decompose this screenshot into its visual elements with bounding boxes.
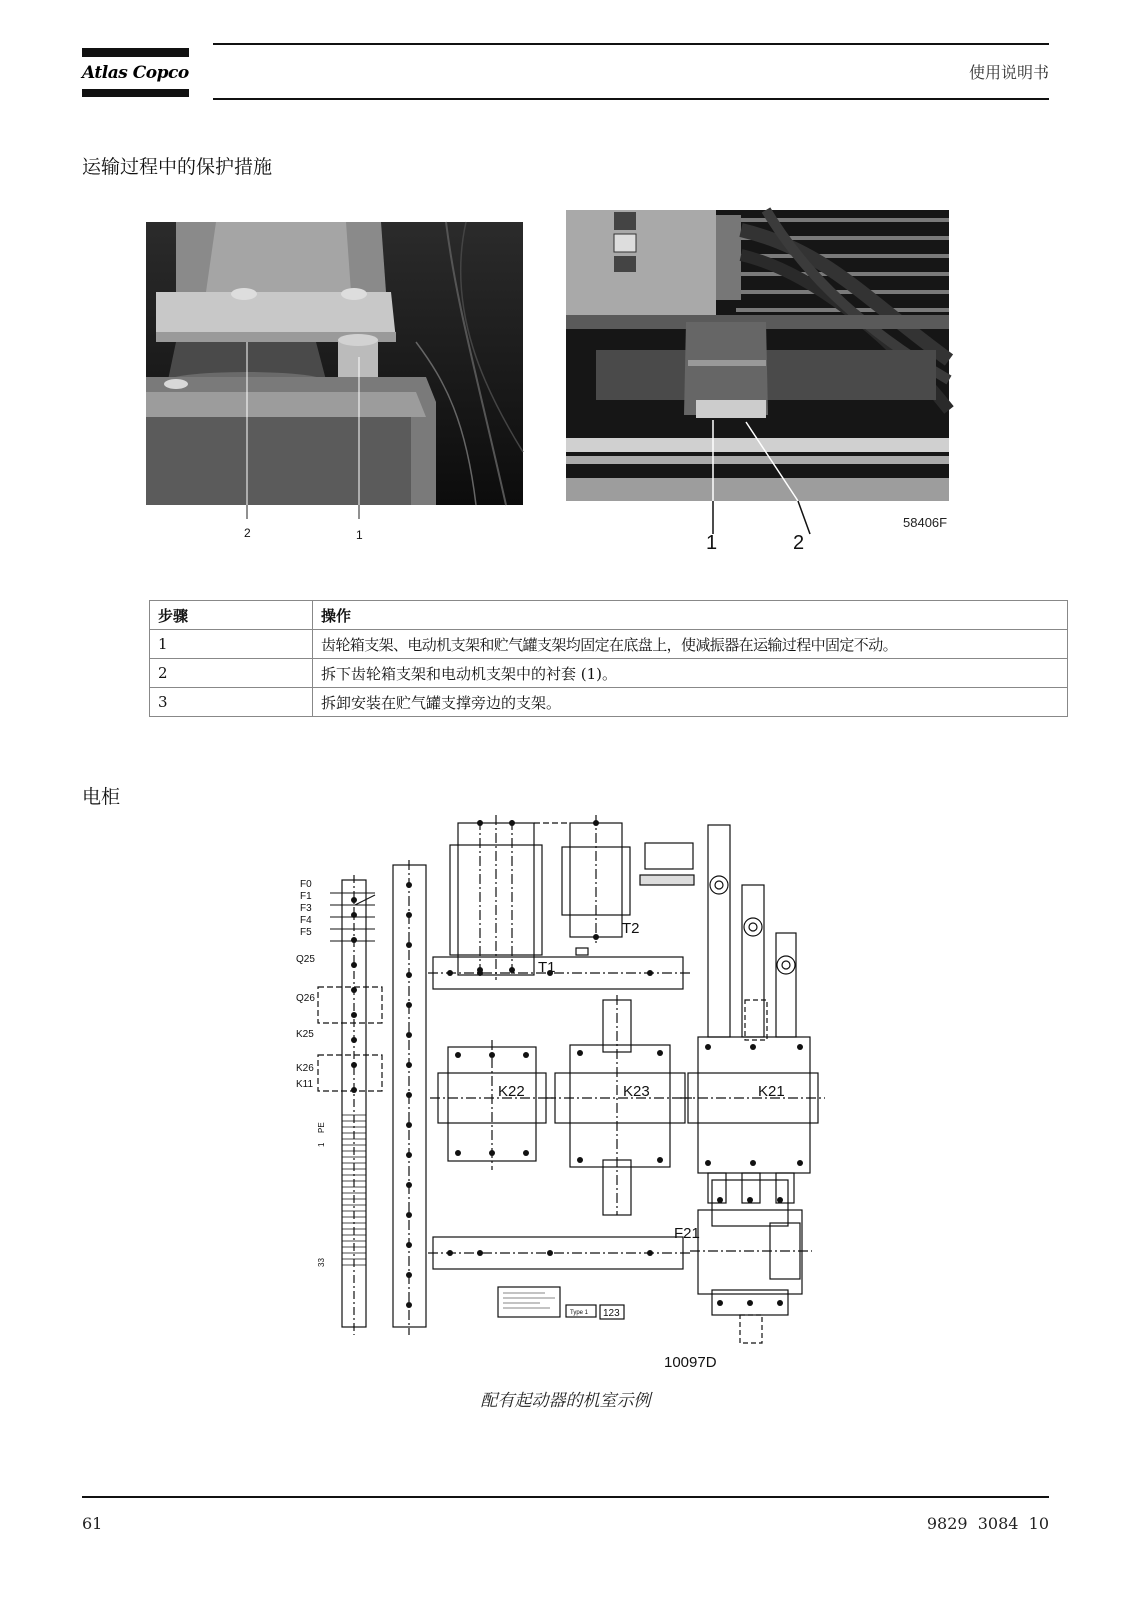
- cabinet-layout-diagram: [296, 815, 840, 1375]
- footer-rule: [82, 1496, 1049, 1498]
- label-terminal-33: 33: [317, 1258, 326, 1267]
- figure-code-58406F: 58406F: [903, 515, 948, 530]
- callout-left-2: 2: [244, 526, 251, 540]
- table-row: [150, 659, 1068, 688]
- step-cell: 3: [150, 688, 313, 717]
- logo-bar-bottom: [82, 89, 189, 97]
- table-header-row: [150, 601, 1068, 630]
- label-T2: T2: [622, 920, 640, 937]
- label-F5: F5: [300, 927, 312, 938]
- table-row: [150, 630, 1068, 659]
- label-T1: T1: [538, 959, 556, 976]
- label-F3: F3: [300, 903, 312, 914]
- callout-right-1: 1: [706, 532, 718, 554]
- document-number: 9829 3084 10: [926, 1514, 1049, 1533]
- label-K11: K11: [296, 1079, 314, 1090]
- label-box-text: Type 1: [570, 1310, 589, 1316]
- label-F0: F0: [300, 879, 312, 890]
- figure-caption: 配有起动器的机室示例: [480, 1391, 651, 1411]
- label-F21: F21: [674, 1225, 700, 1242]
- label-Q25: Q25: [296, 954, 315, 965]
- label-K21: K21: [758, 1083, 785, 1100]
- steps-table: [149, 600, 1068, 717]
- page-number: 61: [82, 1514, 103, 1533]
- callout-right-2: 2: [793, 532, 805, 554]
- atlas-copco-logo: Atlas Copco: [82, 63, 189, 83]
- label-Q26: Q26: [296, 993, 315, 1004]
- action-cell: 拆卸安装在贮气罐支撑旁边的支架。: [313, 688, 1068, 717]
- action-cell: 拆下齿轮箱支架和电动机支架中的衬套 (1)。: [313, 659, 1068, 688]
- callout-leaders-left: [146, 505, 523, 525]
- step-cell: 1: [150, 630, 313, 659]
- header-rule-bottom: [213, 98, 1049, 100]
- number-box-text: 123: [603, 1308, 620, 1319]
- table-header-action: 操作: [313, 601, 1068, 630]
- action-cell: 齿轮箱支架、电动机支架和贮气罐支架均固定在底盘上，使减振器在运输过程中固定不动。: [313, 630, 1068, 659]
- section-title-transport: 运输过程中的保护措施: [82, 156, 273, 178]
- label-F1: F1: [300, 891, 312, 902]
- callout-leaders-right: [566, 501, 949, 537]
- figure-code-10097D: 10097D: [664, 1354, 717, 1371]
- label-K26: K26: [296, 1063, 314, 1074]
- photo-receiver-support: [566, 210, 949, 501]
- label-K22: K22: [498, 1083, 525, 1100]
- section-title-cabinet: 电柜: [82, 786, 121, 808]
- callout-left-1: 1: [356, 528, 363, 542]
- document-title: 使用说明书: [968, 63, 1049, 82]
- table-header-step: 步骤: [150, 601, 313, 630]
- label-K23: K23: [623, 1083, 650, 1100]
- label-K25: K25: [296, 1029, 314, 1040]
- photo-gearbox-support: [146, 222, 523, 505]
- label-terminal-PE: PE: [317, 1122, 326, 1133]
- label-F4: F4: [300, 915, 312, 926]
- logo-bar-top: [82, 48, 189, 57]
- step-cell: 2: [150, 659, 313, 688]
- header-rule-top: [213, 43, 1049, 45]
- label-terminal-1: 1: [317, 1142, 326, 1147]
- table-row: [150, 688, 1068, 717]
